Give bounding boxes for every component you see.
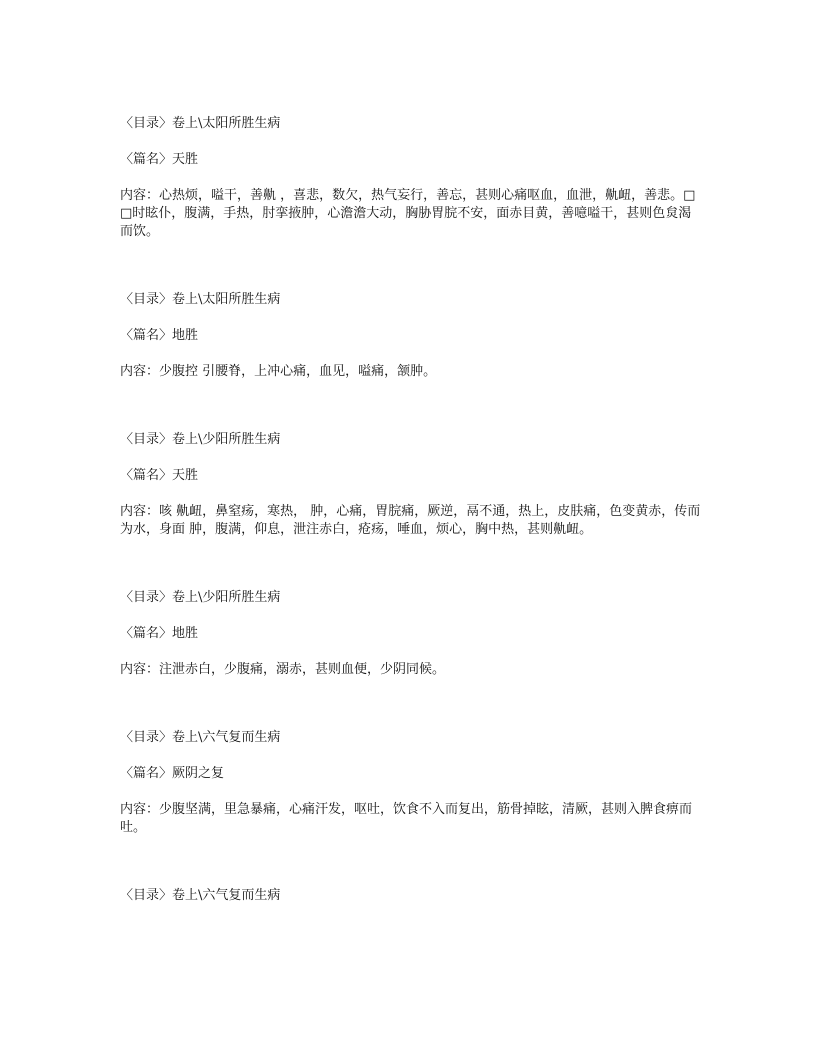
title-line: 〈篇名〉天胜 bbox=[120, 152, 199, 167]
entry-1 bbox=[120, 115, 702, 241]
catalog-line: 〈目录〉卷上\太阳所胜生病 bbox=[120, 116, 281, 131]
title-line: 〈篇名〉地胜 bbox=[120, 328, 199, 343]
entry-6 bbox=[120, 887, 702, 905]
content-paragraph: 内容：少腹控 引腰脊，上冲心痛，血见，嗌痛，颔肿。 bbox=[120, 364, 437, 379]
catalog-line: 〈目录〉卷上\太阳所胜生病 bbox=[120, 292, 281, 307]
title-line: 〈篇名〉地胜 bbox=[120, 626, 199, 641]
entry-5 bbox=[120, 729, 702, 837]
entry-2 bbox=[120, 291, 702, 381]
title-line: 〈篇名〉厥阴之复 bbox=[120, 766, 225, 781]
content-paragraph: 内容：咳 鼽衄，鼻窒疡，寒热， 肿，心痛，胃脘痛，厥逆，鬲不通，热上，皮肤痛，色变黄赤，传而为水，身面 肿，腹满，仰息，泄注赤白，疮疡，唾血，烦心，胸中热，甚则鼽衄。 bbox=[120, 504, 701, 537]
entry-3 bbox=[120, 431, 702, 539]
content-paragraph: 内容：注泄赤白，少腹痛，溺赤，甚则血便，少阴同候。 bbox=[120, 662, 446, 677]
catalog-line: 〈目录〉卷上\少阳所胜生病 bbox=[120, 590, 281, 605]
document-page bbox=[120, 115, 702, 923]
entry-4 bbox=[120, 589, 702, 679]
title-line: 〈篇名〉天胜 bbox=[120, 468, 199, 483]
catalog-line: 〈目录〉卷上\六气复而生病 bbox=[120, 888, 281, 903]
catalog-line: 〈目录〉卷上\六气复而生病 bbox=[120, 730, 281, 745]
content-paragraph: 内容：心热烦，嗌干，善鼽 ，喜悲，数欠，热气妄行，善忘，甚则心痛呕血，血泄，鼽衄，善悲。□□时眩仆，腹满，手热，肘挛掖肿，心澹澹大动，胸胁胃脘不安，面赤目黄，善噫嗌干，甚则色炱渴而饮。 bbox=[120, 188, 696, 239]
content-paragraph: 内容：少腹坚满，里急暴痛，心痛汗发，呕吐，饮食不入而复出，筋骨掉眩，清厥，甚则入脾食痹而吐。 bbox=[120, 802, 693, 835]
catalog-line: 〈目录〉卷上\少阳所胜生病 bbox=[120, 432, 281, 447]
